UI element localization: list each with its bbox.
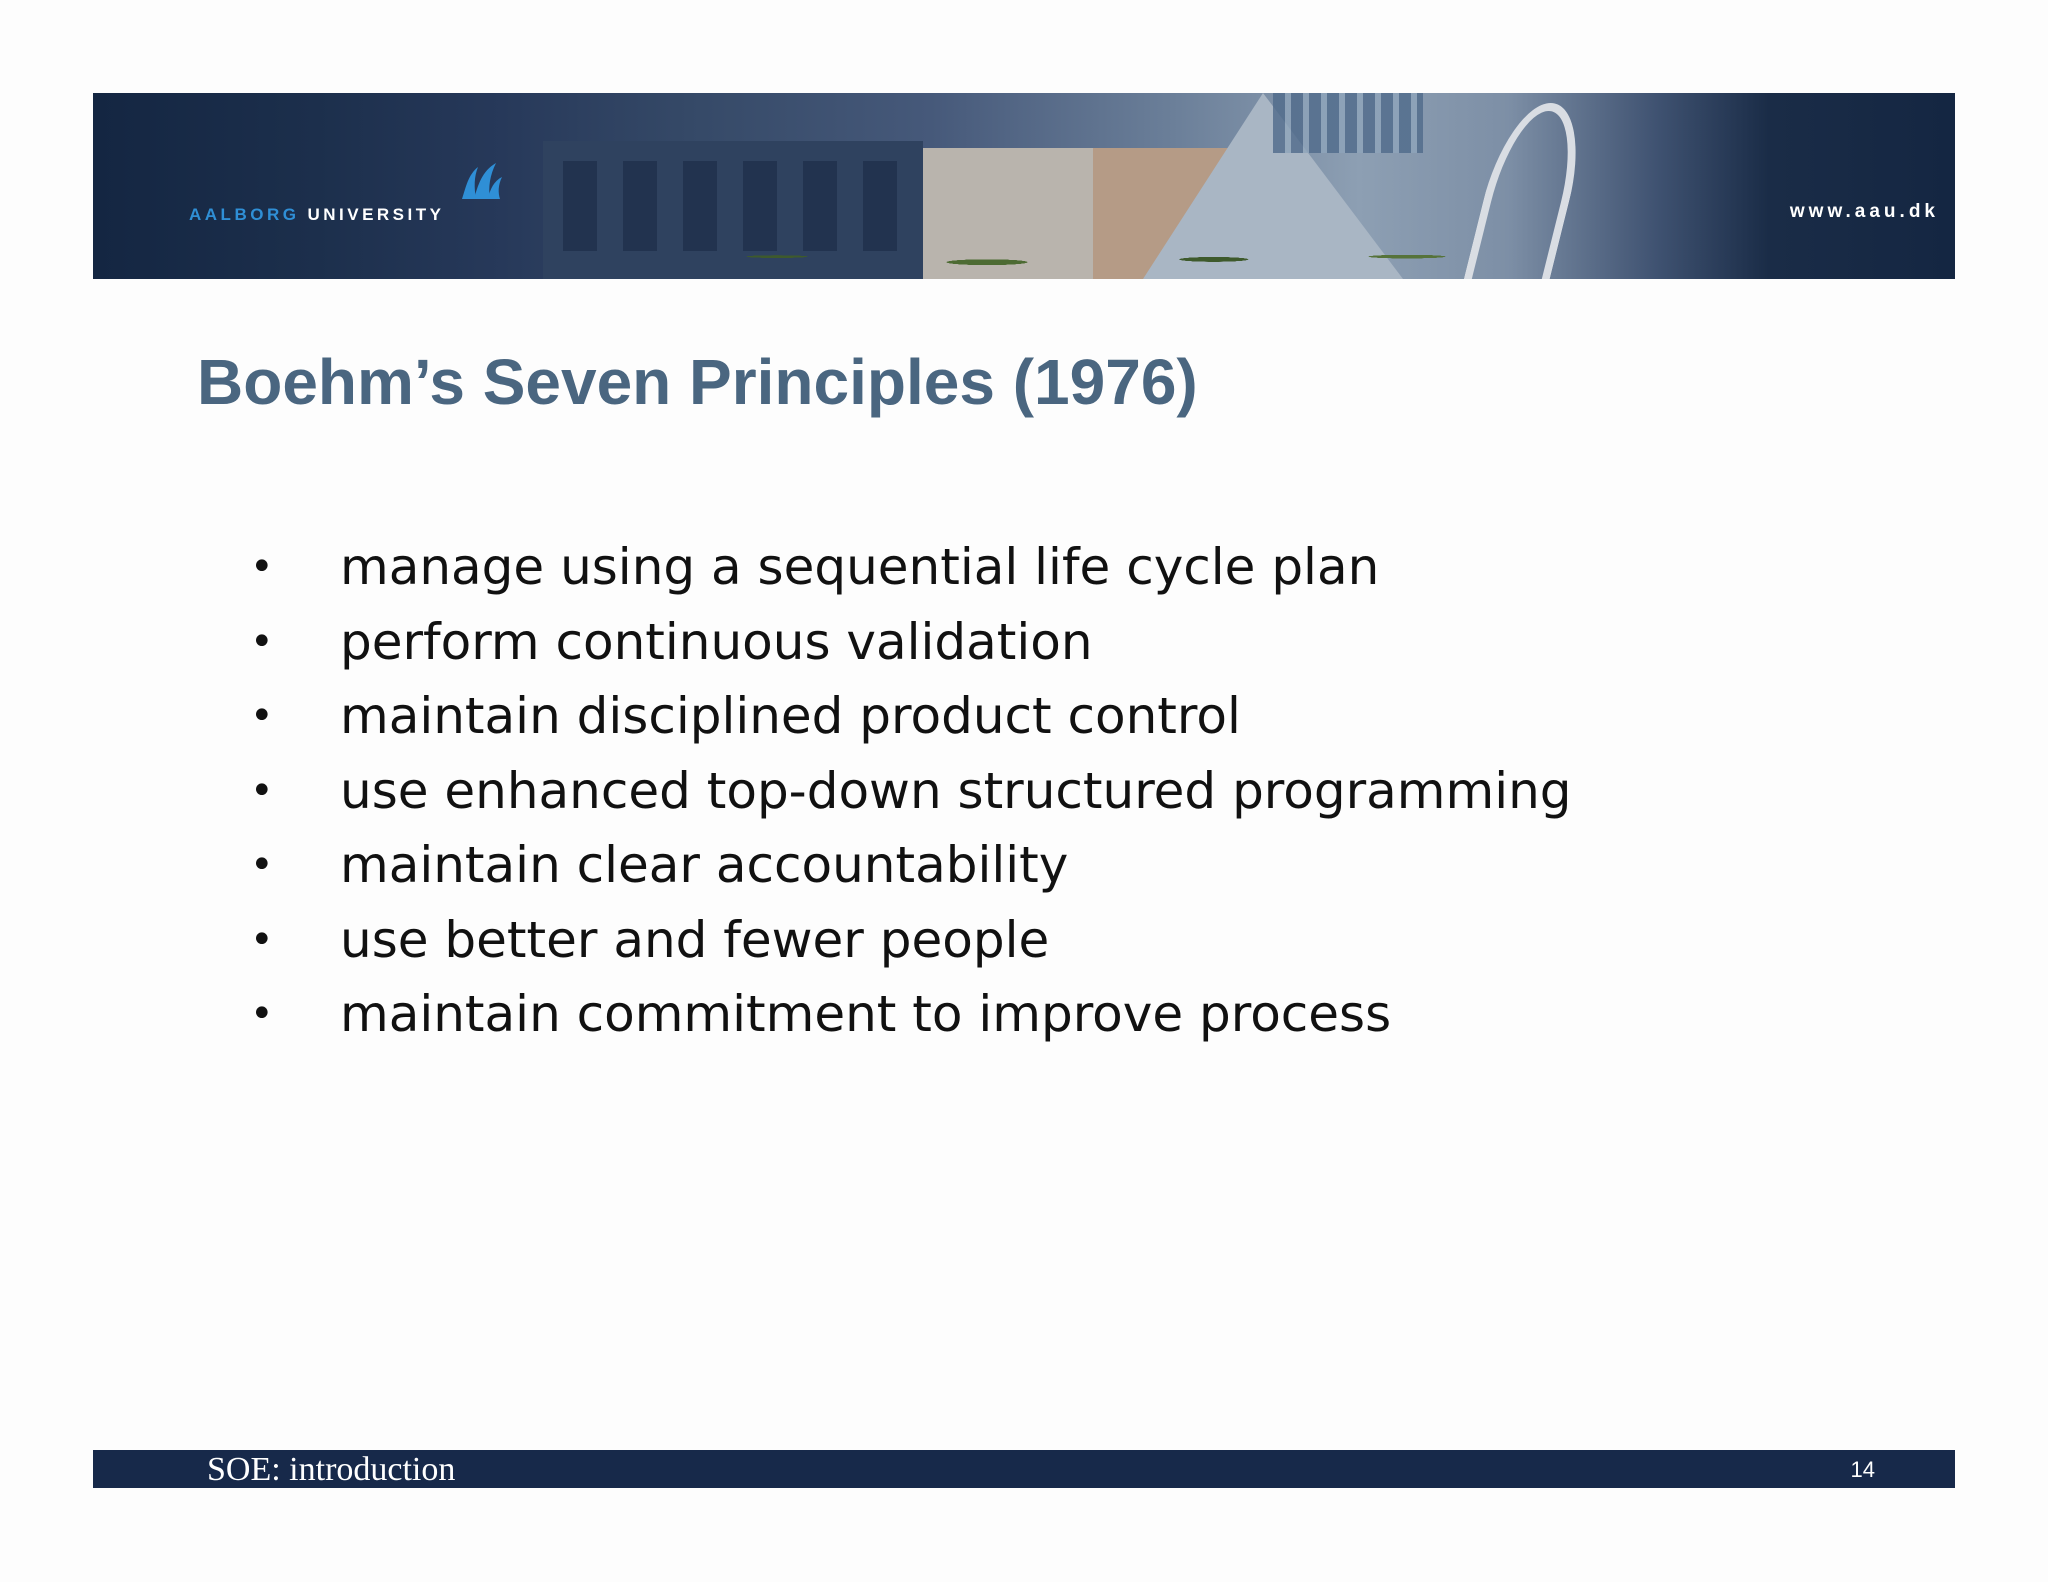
banner-glass-panels: [1273, 93, 1423, 153]
footer-bar: [93, 1450, 1955, 1488]
bullet-marker: •: [250, 544, 274, 590]
footer-course-label: SOE: introduction: [207, 1451, 456, 1488]
bullet-text: use better and fewer people: [340, 910, 1050, 969]
bullet-text: maintain commitment to improve process: [340, 985, 1392, 1043]
logo-text-university: UNIVERSITY: [307, 205, 445, 224]
website-address[interactable]: www.aau.dk: [1789, 201, 1939, 222]
bullet-marker: •: [250, 618, 274, 665]
university-logo-text: [189, 205, 444, 225]
bullet-text: manage using a sequential life cycle plan: [340, 538, 1380, 596]
slide-title: Boehm’s Seven Principles (1976): [197, 346, 1198, 418]
bullet-marker: •: [250, 991, 274, 1037]
bullet-marker: •: [250, 916, 274, 963]
university-logo-icon: [458, 161, 504, 201]
bullet-text: maintain disciplined product control: [340, 687, 1241, 745]
bullet-text: perform continuous validation: [340, 612, 1093, 671]
page-number: 14: [1850, 1457, 1875, 1482]
bullet-text: use enhanced top-down structured programming: [340, 761, 1572, 820]
banner-trees: [693, 223, 1533, 279]
bullet-marker: •: [250, 842, 274, 888]
bullet-text: maintain clear accountability: [340, 836, 1069, 894]
header-banner: [93, 93, 1955, 279]
logo-text-aalborg: AALBORG: [189, 205, 300, 224]
bullet-marker: •: [250, 767, 274, 814]
bullet-marker: •: [250, 693, 274, 739]
